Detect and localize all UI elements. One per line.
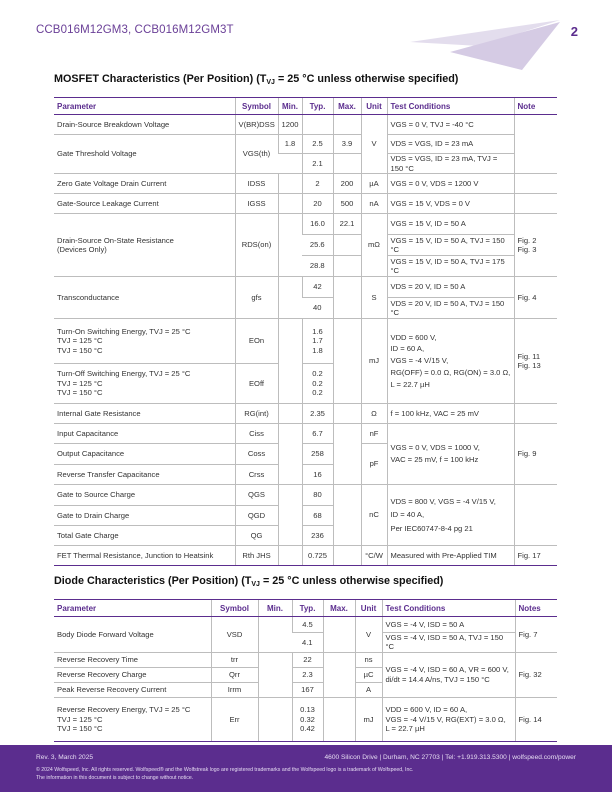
unit-cell: nF — [361, 424, 387, 444]
symbol-cell: QGS — [235, 485, 278, 506]
param-cell: Reverse Recovery Time — [54, 652, 211, 667]
note-cell: Fig. 9 — [514, 424, 557, 485]
param-cell: Peak Reverse Recovery Current — [54, 682, 211, 697]
min-cell — [278, 404, 302, 424]
max-cell: 500 — [333, 194, 361, 214]
min-cell — [278, 546, 302, 566]
note-cell: Fig. 4 — [514, 277, 557, 319]
min-cell — [278, 485, 302, 546]
param-cell: Internal Gate Resistance — [54, 404, 235, 424]
max-cell — [333, 256, 361, 277]
typ-cell — [302, 115, 333, 135]
typ-cell: 167 — [292, 682, 323, 697]
max-cell — [333, 235, 361, 256]
param-cell: Turn-On Switching Energy, TVJ = 25 °C TVJ = 125 °C TVJ = 150 °C — [54, 319, 235, 364]
symbol-cell: Coss — [235, 444, 278, 465]
condition-cell: VDS = 800 V, VGS = -4 V/15 V, ID = 40 A, Per IEC60747-8-4 pg 21 — [387, 485, 514, 546]
table-header-row — [54, 600, 557, 617]
symbol-cell: RDS(on) — [235, 214, 278, 277]
condition-cell: VDD = 600 V, ID = 60 A, VGS = -4 V/15 V, RG(EXT) = 3.0 Ω, L = 22.7 µH — [382, 697, 515, 741]
symbol-cell: Irrm — [211, 682, 258, 697]
col-header: Notes — [515, 600, 557, 617]
unit-cell: nC — [361, 485, 387, 546]
param-cell: FET Thermal Resistance, Junction to Heatsink — [54, 546, 235, 566]
max-cell: 200 — [333, 174, 361, 194]
unit-cell: mJ — [355, 697, 382, 741]
param-cell: Transconductance — [54, 277, 235, 319]
unit-cell: nA — [361, 194, 387, 214]
typ-cell: 236 — [302, 526, 333, 546]
condition-cell: VGS = 0 V, TVJ = -40 °C — [387, 115, 514, 135]
table-row — [54, 174, 557, 194]
max-cell: 3.9 — [333, 135, 361, 154]
symbol-cell: Ciss — [235, 424, 278, 444]
table-row — [54, 697, 557, 741]
legal-notice — [36, 767, 576, 782]
mosfet-characteristics-table — [54, 97, 557, 566]
col-header: Parameter — [54, 600, 211, 617]
condition-cell: VGS = 15 V, ID = 50 A, TVJ = 175 °C — [387, 256, 514, 277]
header-part-numbers: CCB016M12GM3, CCB016M12GM3T — [36, 24, 234, 36]
condition-cell: VGS = 15 V, ID = 50 A, TVJ = 150 °C — [387, 235, 514, 256]
symbol-cell: RG(int) — [235, 404, 278, 424]
symbol-cell: IDSS — [235, 174, 278, 194]
param-cell: Gate Threshold Voltage — [54, 135, 235, 174]
typ-cell: 25.6 — [302, 235, 333, 256]
col-header: Note — [514, 98, 557, 115]
typ-cell: 2.3 — [292, 667, 323, 682]
min-cell — [278, 319, 302, 404]
symbol-cell: VSD — [211, 617, 258, 653]
revision-text: Rev. 3, March 2025 — [36, 754, 94, 761]
condition-cell: VGS = 0 V, VDS = 1200 V — [387, 174, 514, 194]
unit-cell: A — [355, 682, 382, 697]
table-row — [54, 319, 557, 364]
mosfet-section-title: MOSFET Characteristics (Per Position) ($T_{VJ} = 25$ °C unless otherwise specified) — [54, 73, 459, 86]
col-header: Min. — [258, 600, 292, 617]
condition-cell: Measured with Pre-Applied TIM — [387, 546, 514, 566]
unit-cell: V — [355, 617, 382, 653]
max-cell — [333, 277, 361, 319]
param-cell: Input Capacitance — [54, 424, 235, 444]
condition-cell: VDS = 20 V, ID = 50 A — [387, 277, 514, 298]
min-cell — [278, 174, 302, 194]
max-cell: 22.1 — [333, 214, 361, 235]
max-cell — [333, 154, 361, 174]
page-footer — [0, 745, 612, 792]
typ-cell: 40 — [302, 298, 333, 319]
unit-cell: S — [361, 277, 387, 319]
col-header: Unit — [361, 98, 387, 115]
table-row — [54, 546, 557, 566]
condition-cell: VGS = -4 V, ISD = 50 A, TVJ = 150 °C — [382, 633, 515, 653]
param-cell: Gate-Source Leakage Current — [54, 194, 235, 214]
diode-characteristics-table — [54, 599, 557, 742]
min-cell: 1200 — [278, 115, 302, 135]
param-cell: Drain-Source Breakdown Voltage — [54, 115, 235, 135]
table-row — [54, 424, 557, 444]
symbol-cell: IGSS — [235, 194, 278, 214]
col-header: Unit — [355, 600, 382, 617]
unit-cell: °C/W — [361, 546, 387, 566]
note-cell: Fig. 17 — [514, 546, 557, 566]
param-cell: Gate to Drain Charge — [54, 506, 235, 526]
note-cell: Fig. 2 Fig. 3 — [514, 214, 557, 277]
typ-cell: 16 — [302, 465, 333, 485]
param-cell: Reverse Recovery Energy, TVJ = 25 °C TVJ = 125 °C TVJ = 150 °C — [54, 697, 211, 741]
typ-cell: 2.5 — [302, 135, 333, 154]
typ-cell: 2.35 — [302, 404, 333, 424]
param-cell: Total Gate Charge — [54, 526, 235, 546]
table-row — [54, 277, 557, 298]
min-cell — [278, 277, 302, 319]
typ-cell: 16.0 — [302, 214, 333, 235]
note-cell — [514, 174, 557, 194]
note-cell — [514, 404, 557, 424]
max-cell — [333, 546, 361, 566]
typ-cell: 2.1 — [302, 154, 333, 174]
table-row — [54, 194, 557, 214]
contact-address: 4600 Silicon Drive | Durham, NC 27703 | Tel: +1.919.313.5300 | wolfspeed.com/power — [324, 754, 576, 761]
col-header: Typ. — [292, 600, 323, 617]
typ-cell: 68 — [302, 506, 333, 526]
copyright-text: © 2024 Wolfspeed, Inc. All rights reserved. Wolfspeed® and the Wolfstreak logo are registered trademarks and the Wolfspeed logo is a trademark of Wolfspeed, Inc. — [36, 767, 414, 773]
symbol-cell: V(BR)DSS — [235, 115, 278, 135]
symbol-cell: gfs — [235, 277, 278, 319]
condition-cell: VDD = 600 V, ID = 60 A, VGS = -4 V/15 V, RG(OFF) = 0.0 Ω, RG(ON) = 3.0 Ω, L = 22.7 µH — [387, 319, 514, 404]
condition-cell: VGS = 15 V, VDS = 0 V — [387, 194, 514, 214]
unit-cell: pF — [361, 444, 387, 485]
max-cell — [333, 115, 361, 135]
unit-cell: V — [361, 115, 387, 174]
max-cell — [323, 617, 355, 653]
typ-cell: 258 — [302, 444, 333, 465]
min-cell: 1.8 — [278, 135, 302, 154]
unit-cell: ns — [355, 652, 382, 667]
symbol-cell: Crss — [235, 465, 278, 485]
symbol-cell: Qrr — [211, 667, 258, 682]
table-row — [54, 617, 557, 633]
diode-section-title: Diode Characteristics (Per Position) ($T_{VJ} = 25$ °C unless otherwise specified) — [54, 575, 444, 588]
table-row — [54, 652, 557, 667]
unit-cell: µC — [355, 667, 382, 682]
symbol-cell: QGD — [235, 506, 278, 526]
param-cell: Turn-Off Switching Energy, TVJ = 25 °C TVJ = 125 °C TVJ = 150 °C — [54, 364, 235, 404]
disclaimer-text: The information in this document is subject to change without notice. — [36, 774, 194, 781]
min-cell — [278, 424, 302, 485]
wolfstreak-logo-graphic — [410, 12, 560, 72]
typ-cell: 4.5 — [292, 617, 323, 633]
max-cell — [333, 404, 361, 424]
page-number: 2 — [570, 24, 578, 39]
col-header: Max. — [323, 600, 355, 617]
note-cell — [514, 485, 557, 546]
note-cell: Fig. 11 Fig. 13 — [514, 319, 557, 404]
col-header: Max. — [333, 98, 361, 115]
unit-cell: Ω — [361, 404, 387, 424]
condition-cell: f = 100 kHz, VAC = 25 mV — [387, 404, 514, 424]
typ-cell: 0.2 0.2 0.2 — [302, 364, 333, 404]
table-header-row — [54, 98, 557, 115]
typ-cell: 2 — [302, 174, 333, 194]
typ-cell: 80 — [302, 485, 333, 506]
col-header: Typ. — [302, 98, 333, 115]
note-cell — [514, 194, 557, 214]
min-cell — [278, 154, 302, 174]
table-row — [54, 135, 557, 154]
param-cell: Body Diode Forward Voltage — [54, 617, 211, 653]
table-row — [54, 404, 557, 424]
condition-cell: VDS = VGS, ID = 23 mA — [387, 135, 514, 154]
col-header: Symbol — [235, 98, 278, 115]
table-row — [54, 485, 557, 506]
param-cell: Reverse Transfer Capacitance — [54, 465, 235, 485]
min-cell — [278, 194, 302, 214]
note-cell: Fig. 14 — [515, 697, 557, 741]
symbol-cell: trr — [211, 652, 258, 667]
min-cell — [258, 697, 292, 741]
condition-cell: VGS = -4 V, ISD = 60 A, VR = 600 V, di/dt = 14.4 A/ns, TVJ = 150 °C — [382, 652, 515, 697]
symbol-cell: Err — [211, 697, 258, 741]
col-header: Min. — [278, 98, 302, 115]
typ-cell: 6.7 — [302, 424, 333, 444]
typ-cell: 20 — [302, 194, 333, 214]
param-cell: Gate to Source Charge — [54, 485, 235, 506]
condition-cell: VDS = 20 V, ID = 50 A, TVJ = 150 °C — [387, 298, 514, 319]
max-cell — [333, 485, 361, 546]
symbol-cell: EOff — [235, 364, 278, 404]
condition-cell: VGS = 0 V, VDS = 1000 V, VAC = 25 mV, f = 100 kHz — [387, 424, 514, 485]
typ-cell: 0.13 0.32 0.42 — [292, 697, 323, 741]
symbol-cell: QG — [235, 526, 278, 546]
symbol-cell: Rth JHS — [235, 546, 278, 566]
col-header: Parameter — [54, 98, 235, 115]
min-cell — [258, 617, 292, 653]
min-cell — [258, 652, 292, 697]
symbol-cell: VGS(th) — [235, 135, 278, 174]
note-cell: Fig. 7 — [515, 617, 557, 653]
typ-cell: 22 — [292, 652, 323, 667]
typ-cell: 28.8 — [302, 256, 333, 277]
table-row — [54, 115, 557, 135]
col-header: Symbol — [211, 600, 258, 617]
typ-cell: 1.6 1.7 1.8 — [302, 319, 333, 364]
max-cell — [323, 697, 355, 741]
max-cell — [333, 319, 361, 404]
unit-cell: mJ — [361, 319, 387, 404]
param-cell: Output Capacitance — [54, 444, 235, 465]
col-header: Test Conditions — [382, 600, 515, 617]
col-header: Test Conditions — [387, 98, 514, 115]
note-cell — [514, 115, 557, 174]
condition-cell: VGS = 15 V, ID = 50 A — [387, 214, 514, 235]
typ-cell: 4.1 — [292, 633, 323, 653]
condition-cell: VDS = VGS, ID = 23 mA, TVJ = 150 °C — [387, 154, 514, 174]
min-cell — [278, 214, 302, 277]
typ-cell: 42 — [302, 277, 333, 298]
condition-cell: VGS = -4 V, ISD = 50 A — [382, 617, 515, 633]
param-cell: Zero Gate Voltage Drain Current — [54, 174, 235, 194]
symbol-cell: EOn — [235, 319, 278, 364]
note-cell: Fig. 32 — [515, 652, 557, 697]
typ-cell: 0.725 — [302, 546, 333, 566]
unit-cell: mΩ — [361, 214, 387, 277]
param-cell: Reverse Recovery Charge — [54, 667, 211, 682]
table-row — [54, 214, 557, 235]
max-cell — [323, 652, 355, 697]
max-cell — [333, 424, 361, 485]
unit-cell: µA — [361, 174, 387, 194]
param-cell: Drain-Source On-State Resistance (Devices Only) — [54, 214, 235, 277]
